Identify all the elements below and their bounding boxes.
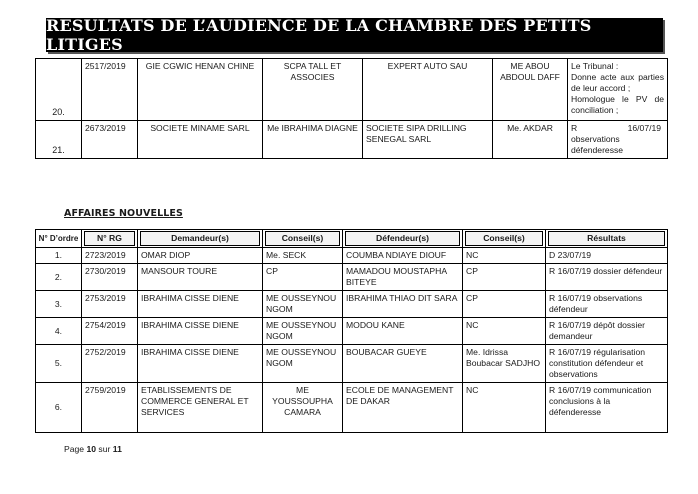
- footer-total-pages: 11: [112, 444, 122, 454]
- row-resultat: R 16/07/19 dossier défendeur: [546, 264, 668, 291]
- header-demandeur-label: Demandeur(s): [140, 231, 260, 246]
- header-demandeur: [138, 230, 263, 248]
- row-conseil-demandeur: ME OUSSEYNOU NGOM: [263, 291, 343, 318]
- new-cases-table: [35, 229, 668, 433]
- header-defendeur-label: Défendeur(s): [345, 231, 460, 246]
- case-conseil-defendeur: ME ABOU ABDOUL DAFF: [493, 59, 568, 121]
- case-demandeur: SOCIETE MINAME SARL: [138, 121, 263, 159]
- case-conseil-defendeur: Me. AKDAR: [493, 121, 568, 159]
- header-resultats: [546, 230, 668, 248]
- table-row: [36, 318, 668, 345]
- table-row: [36, 121, 668, 159]
- resultat-line: Le Tribunal :: [571, 61, 619, 71]
- case-conseil-demandeur: SCPA TALL ET ASSOCIES: [263, 59, 363, 121]
- header-rg: [82, 230, 138, 248]
- header-rg-label: N° RG: [84, 231, 135, 246]
- footer-prefix: Page: [64, 444, 85, 454]
- header-conseil-demandeur: [263, 230, 343, 248]
- row-defendeur: BOUBACAR GUEYE: [343, 345, 463, 383]
- row-demandeur: MANSOUR TOURE: [138, 264, 263, 291]
- row-num: 2.: [36, 264, 82, 291]
- previous-cases-table: [35, 58, 668, 159]
- table-header-row: [36, 230, 668, 248]
- banner-title: RESULTATS DE L’AUDIENCE DE LA CHAMBRE DES PETITS LITIGES: [46, 16, 592, 54]
- row-num: 6.: [36, 383, 82, 433]
- table-row: [36, 59, 668, 121]
- row-rg: 2753/2019: [82, 291, 138, 318]
- row-num: 1.: [36, 248, 82, 264]
- case-defendeur: SOCIETE SIPA DRILLING SENEGAL SARL: [363, 121, 493, 159]
- case-number: 20.: [36, 59, 82, 121]
- section-title: AFFAIRES NOUVELLES: [64, 208, 183, 219]
- header-conseil-demandeur-label: Conseil(s): [265, 231, 340, 246]
- row-rg: 2723/2019: [82, 248, 138, 264]
- table-row: [36, 248, 668, 264]
- row-rg: 2752/2019: [82, 345, 138, 383]
- header-conseil-defendeur: [463, 230, 546, 248]
- row-demandeur: OMAR DIOP: [138, 248, 263, 264]
- footer-current-page: 10: [86, 444, 97, 454]
- row-resultat: R 16/07/19 communication conclusions à la défenderesse: [546, 383, 668, 433]
- row-num: 4.: [36, 318, 82, 345]
- row-demandeur: ETABLISSEMENTS DE COMMERCE GENERAL ET SERVICES: [138, 383, 263, 433]
- row-demandeur: IBRAHIMA CISSE DIENE: [138, 345, 263, 383]
- page-footer: [64, 444, 122, 454]
- table-row: [36, 264, 668, 291]
- case-demandeur: GIE CGWIC HENAN CHINE: [138, 59, 263, 121]
- footer-sep: sur: [98, 444, 111, 454]
- row-num: 3.: [36, 291, 82, 318]
- row-conseil-defendeur: NC: [463, 318, 546, 345]
- row-demandeur: IBRAHIMA CISSE DIENE: [138, 291, 263, 318]
- row-conseil-demandeur: ME OUSSEYNOU NGOM: [263, 318, 343, 345]
- header-num: N° D’ordre: [36, 230, 82, 248]
- row-conseil-defendeur: NC: [463, 248, 546, 264]
- row-rg: 2730/2019: [82, 264, 138, 291]
- row-num: 5.: [36, 345, 82, 383]
- row-conseil-defendeur: Me. Idrissa Boubacar SADJHO: [463, 345, 546, 383]
- row-demandeur: IBRAHIMA CISSE DIENE: [138, 318, 263, 345]
- table-row: [36, 291, 668, 318]
- page-banner: [46, 18, 663, 52]
- case-defendeur: EXPERT AUTO SAU: [363, 59, 493, 121]
- case-number: 21.: [36, 121, 82, 159]
- row-rg: 2754/2019: [82, 318, 138, 345]
- resultat-line: Homologue le PV de conciliation ;: [571, 94, 664, 115]
- row-conseil-defendeur: CP: [463, 291, 546, 318]
- row-conseil-defendeur: CP: [463, 264, 546, 291]
- row-defendeur: IBRAHIMA THIAO DIT SARA: [343, 291, 463, 318]
- table-row: [36, 383, 668, 433]
- row-resultat: R 16/07/19 régularisation constitution défendeur et observations: [546, 345, 668, 383]
- case-resultat: [568, 121, 668, 159]
- row-resultat: R 16/07/19 dépôt dossier demandeur: [546, 318, 668, 345]
- case-conseil-demandeur: Me IBRAHIMA DIAGNE: [263, 121, 363, 159]
- row-defendeur: COUMBA NDIAYE DIOUF: [343, 248, 463, 264]
- header-defendeur: [343, 230, 463, 248]
- row-conseil-demandeur: ME OUSSEYNOU NGOM: [263, 345, 343, 383]
- resultat-line: Donne acte aux parties de leur accord ;: [571, 72, 664, 93]
- case-rg: 2517/2019: [82, 59, 138, 121]
- case-resultat: [568, 59, 668, 121]
- header-conseil-defendeur-label: Conseil(s): [465, 231, 543, 246]
- table-row: [36, 345, 668, 383]
- row-defendeur: MAMADOU MOUSTAPHA BITEYE: [343, 264, 463, 291]
- row-defendeur: MODOU KANE: [343, 318, 463, 345]
- row-resultat: D 23/07/19: [546, 248, 668, 264]
- row-conseil-demandeur: CP: [263, 264, 343, 291]
- header-resultats-label: Résultats: [548, 231, 665, 246]
- row-rg: 2759/2019: [82, 383, 138, 433]
- case-rg: 2673/2019: [82, 121, 138, 159]
- row-conseil-demandeur: ME YOUSSOUPHA CAMARA: [263, 383, 343, 433]
- row-resultat: R 16/07/19 observations défendeur: [546, 291, 668, 318]
- row-defendeur: ECOLE DE MANAGEMENT DE DAKAR: [343, 383, 463, 433]
- row-conseil-defendeur: NC: [463, 383, 546, 433]
- resultat-line: R 16/07/19: [571, 123, 662, 133]
- resultat-line: observations défenderesse: [571, 134, 624, 155]
- row-conseil-demandeur: Me. SECK: [263, 248, 343, 264]
